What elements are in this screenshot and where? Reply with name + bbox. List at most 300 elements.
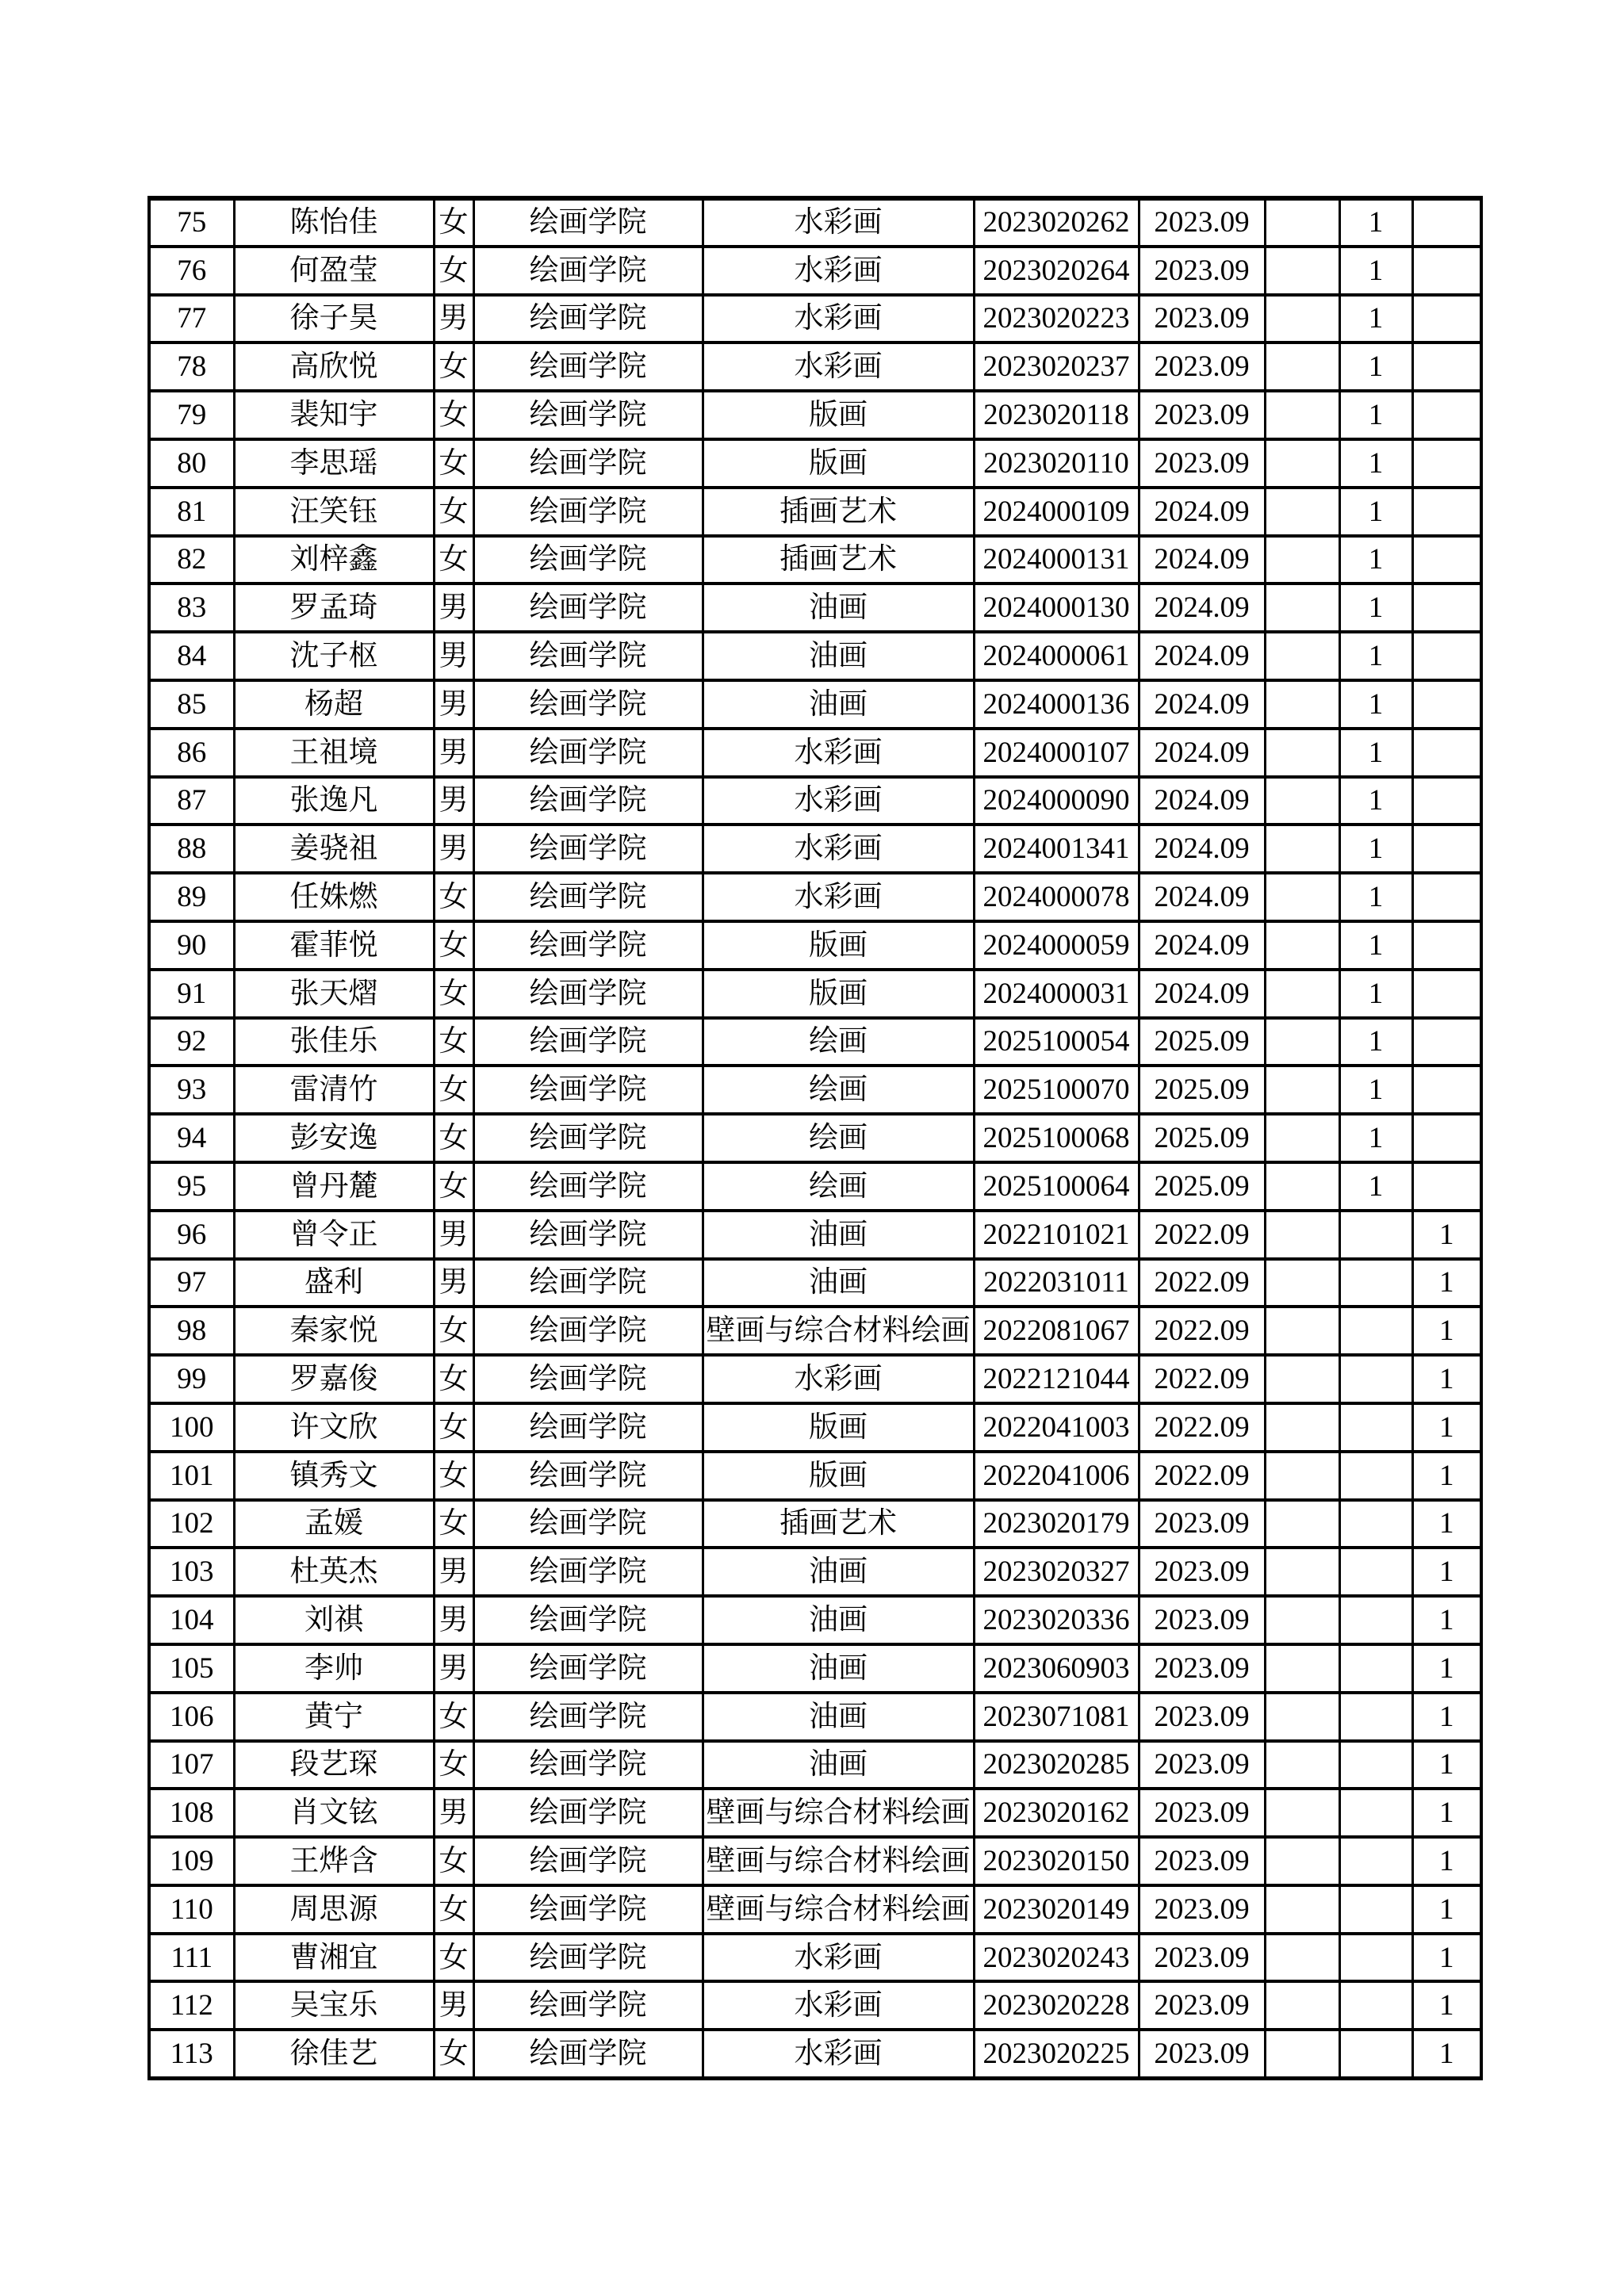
cell-major: 壁画与综合材料绘画	[703, 1885, 974, 1934]
cell-major: 油画	[703, 1259, 974, 1307]
cell-enroll_date: 2022.09	[1139, 1403, 1265, 1452]
cell-student_id: 2022031011	[974, 1259, 1139, 1307]
table-row	[149, 1837, 1481, 1885]
cell-index: 111	[149, 1934, 234, 1982]
cell-blank_1	[1265, 1452, 1339, 1500]
cell-gender: 女	[434, 1066, 473, 1114]
cell-count_a: 1	[1339, 1162, 1412, 1211]
cell-count_b	[1412, 536, 1481, 584]
cell-name: 肖文铉	[234, 1789, 434, 1837]
cell-student_id: 2023020118	[974, 391, 1139, 439]
table-row	[149, 1452, 1481, 1500]
cell-student_id: 2025100070	[974, 1066, 1139, 1114]
cell-gender: 女	[434, 1741, 473, 1789]
table-row	[149, 2030, 1481, 2078]
cell-gender: 女	[434, 1018, 473, 1066]
cell-enroll_date: 2024.09	[1139, 729, 1265, 777]
table-row	[149, 1066, 1481, 1114]
cell-gender: 男	[434, 777, 473, 825]
cell-enroll_date: 2023.09	[1139, 1789, 1265, 1837]
cell-major: 油画	[703, 632, 974, 680]
cell-blank_1	[1265, 1741, 1339, 1789]
cell-major: 版画	[703, 391, 974, 439]
cell-major: 版画	[703, 1403, 974, 1452]
cell-major: 水彩画	[703, 1934, 974, 1982]
cell-index: 105	[149, 1644, 234, 1693]
cell-gender: 男	[434, 729, 473, 777]
cell-blank_1	[1265, 680, 1339, 729]
cell-count_a: 1	[1339, 584, 1412, 632]
cell-gender: 男	[434, 1644, 473, 1693]
cell-count_b: 1	[1412, 1934, 1481, 1982]
cell-student_id: 2024000061	[974, 632, 1139, 680]
cell-count_b	[1412, 295, 1481, 343]
cell-student_id: 2023071081	[974, 1693, 1139, 1741]
cell-gender: 男	[434, 680, 473, 729]
cell-gender: 女	[434, 1885, 473, 1934]
cell-college: 绘画学院	[473, 1548, 703, 1596]
cell-count_a: 1	[1339, 680, 1412, 729]
cell-index: 89	[149, 873, 234, 921]
cell-enroll_date: 2022.09	[1139, 1452, 1265, 1500]
cell-enroll_date: 2023.09	[1139, 1693, 1265, 1741]
cell-major: 水彩画	[703, 777, 974, 825]
cell-student_id: 2023020336	[974, 1596, 1139, 1644]
cell-count_a: 1	[1339, 729, 1412, 777]
cell-enroll_date: 2023.09	[1139, 1837, 1265, 1885]
cell-gender: 男	[434, 1981, 473, 2030]
cell-gender: 男	[434, 295, 473, 343]
cell-gender: 女	[434, 1307, 473, 1355]
cell-college: 绘画学院	[473, 1452, 703, 1500]
cell-gender: 女	[434, 536, 473, 584]
table-row	[149, 1644, 1481, 1693]
roster-body	[149, 198, 1481, 2078]
table-row	[149, 632, 1481, 680]
cell-count_b: 1	[1412, 1981, 1481, 2030]
cell-student_id: 2024000109	[974, 488, 1139, 536]
cell-blank_1	[1265, 777, 1339, 825]
cell-name: 罗嘉俊	[234, 1355, 434, 1403]
cell-college: 绘画学院	[473, 970, 703, 1018]
cell-enroll_date: 2024.09	[1139, 873, 1265, 921]
cell-college: 绘画学院	[473, 536, 703, 584]
cell-major: 壁画与综合材料绘画	[703, 1837, 974, 1885]
table-row	[149, 1018, 1481, 1066]
table-row	[149, 1596, 1481, 1644]
cell-index: 102	[149, 1500, 234, 1548]
table-row	[149, 295, 1481, 343]
cell-blank_1	[1265, 1596, 1339, 1644]
cell-count_b	[1412, 680, 1481, 729]
cell-gender: 男	[434, 1211, 473, 1259]
cell-student_id: 2023020149	[974, 1885, 1139, 1934]
cell-college: 绘画学院	[473, 1693, 703, 1741]
cell-count_a: 1	[1339, 777, 1412, 825]
cell-blank_1	[1265, 1355, 1339, 1403]
cell-college: 绘画学院	[473, 391, 703, 439]
cell-index: 93	[149, 1066, 234, 1114]
cell-name: 曾令正	[234, 1211, 434, 1259]
cell-index: 90	[149, 921, 234, 970]
cell-gender: 男	[434, 825, 473, 873]
cell-major: 版画	[703, 921, 974, 970]
cell-college: 绘画学院	[473, 1403, 703, 1452]
cell-blank_1	[1265, 391, 1339, 439]
cell-college: 绘画学院	[473, 1355, 703, 1403]
cell-enroll_date: 2023.09	[1139, 1548, 1265, 1596]
cell-count_b	[1412, 1162, 1481, 1211]
cell-gender: 女	[434, 1355, 473, 1403]
cell-gender: 女	[434, 2030, 473, 2078]
cell-name: 周思源	[234, 1885, 434, 1934]
cell-major: 版画	[703, 970, 974, 1018]
cell-count_a	[1339, 1355, 1412, 1403]
cell-major: 油画	[703, 1211, 974, 1259]
cell-blank_1	[1265, 1837, 1339, 1885]
cell-college: 绘画学院	[473, 1211, 703, 1259]
cell-index: 113	[149, 2030, 234, 2078]
cell-enroll_date: 2023.09	[1139, 1596, 1265, 1644]
cell-count_a: 1	[1339, 1114, 1412, 1162]
cell-name: 张逸凡	[234, 777, 434, 825]
cell-enroll_date: 2024.09	[1139, 970, 1265, 1018]
cell-index: 87	[149, 777, 234, 825]
table-row	[149, 873, 1481, 921]
cell-count_b	[1412, 342, 1481, 391]
cell-college: 绘画学院	[473, 1885, 703, 1934]
cell-student_id: 2023020327	[974, 1548, 1139, 1596]
cell-student_id: 2023020262	[974, 198, 1139, 247]
cell-count_b: 1	[1412, 1837, 1481, 1885]
cell-student_id: 2023020225	[974, 2030, 1139, 2078]
cell-major: 版画	[703, 439, 974, 488]
cell-college: 绘画学院	[473, 825, 703, 873]
cell-gender: 女	[434, 970, 473, 1018]
cell-blank_1	[1265, 1644, 1339, 1693]
cell-enroll_date: 2023.09	[1139, 1981, 1265, 2030]
cell-count_b	[1412, 1114, 1481, 1162]
cell-name: 刘祺	[234, 1596, 434, 1644]
table-row	[149, 1114, 1481, 1162]
table-row	[149, 1548, 1481, 1596]
cell-name: 王祖境	[234, 729, 434, 777]
table-row	[149, 198, 1481, 247]
cell-college: 绘画学院	[473, 584, 703, 632]
cell-index: 86	[149, 729, 234, 777]
cell-major: 水彩画	[703, 295, 974, 343]
cell-count_a: 1	[1339, 921, 1412, 970]
cell-college: 绘画学院	[473, 1837, 703, 1885]
cell-name: 姜骁祖	[234, 825, 434, 873]
cell-student_id: 2024000131	[974, 536, 1139, 584]
cell-count_b: 1	[1412, 1885, 1481, 1934]
cell-major: 水彩画	[703, 1981, 974, 2030]
cell-enroll_date: 2023.09	[1139, 1885, 1265, 1934]
cell-count_a	[1339, 1452, 1412, 1500]
cell-student_id: 2024001341	[974, 825, 1139, 873]
cell-name: 雷清竹	[234, 1066, 434, 1114]
cell-blank_1	[1265, 198, 1339, 247]
table-row	[149, 1259, 1481, 1307]
cell-major: 水彩画	[703, 825, 974, 873]
cell-index: 91	[149, 970, 234, 1018]
cell-student_id: 2025100068	[974, 1114, 1139, 1162]
cell-major: 油画	[703, 1548, 974, 1596]
cell-blank_1	[1265, 970, 1339, 1018]
cell-index: 97	[149, 1259, 234, 1307]
cell-college: 绘画学院	[473, 680, 703, 729]
cell-gender: 女	[434, 342, 473, 391]
cell-count_a	[1339, 1644, 1412, 1693]
cell-name: 孟媛	[234, 1500, 434, 1548]
cell-count_b	[1412, 584, 1481, 632]
cell-gender: 女	[434, 439, 473, 488]
cell-student_id: 2023060903	[974, 1644, 1139, 1693]
cell-name: 沈子枢	[234, 632, 434, 680]
cell-gender: 男	[434, 1259, 473, 1307]
cell-count_a	[1339, 1741, 1412, 1789]
cell-college: 绘画学院	[473, 1066, 703, 1114]
table-row	[149, 1981, 1481, 2030]
cell-blank_1	[1265, 488, 1339, 536]
table-row	[149, 729, 1481, 777]
table-row	[149, 439, 1481, 488]
cell-student_id: 2023020243	[974, 1934, 1139, 1982]
table-row	[149, 391, 1481, 439]
cell-blank_1	[1265, 825, 1339, 873]
cell-count_a	[1339, 1789, 1412, 1837]
cell-enroll_date: 2024.09	[1139, 536, 1265, 584]
cell-college: 绘画学院	[473, 632, 703, 680]
cell-count_b: 1	[1412, 1596, 1481, 1644]
cell-college: 绘画学院	[473, 1259, 703, 1307]
cell-student_id: 2023020179	[974, 1500, 1139, 1548]
cell-index: 84	[149, 632, 234, 680]
table-row	[149, 488, 1481, 536]
cell-count_a	[1339, 1981, 1412, 2030]
cell-count_a: 1	[1339, 342, 1412, 391]
cell-name: 何盈莹	[234, 247, 434, 295]
cell-gender: 女	[434, 1500, 473, 1548]
cell-index: 77	[149, 295, 234, 343]
student-roster-table	[147, 196, 1483, 2080]
cell-enroll_date: 2023.09	[1139, 1500, 1265, 1548]
table-row	[149, 1934, 1481, 1982]
cell-gender: 女	[434, 247, 473, 295]
cell-count_b	[1412, 488, 1481, 536]
cell-index: 112	[149, 1981, 234, 2030]
cell-blank_1	[1265, 1403, 1339, 1452]
cell-major: 油画	[703, 584, 974, 632]
cell-blank_1	[1265, 729, 1339, 777]
cell-count_a: 1	[1339, 1066, 1412, 1114]
cell-student_id: 2023020285	[974, 1741, 1139, 1789]
cell-blank_1	[1265, 1018, 1339, 1066]
cell-name: 高欣悦	[234, 342, 434, 391]
cell-college: 绘画学院	[473, 1018, 703, 1066]
cell-enroll_date: 2024.09	[1139, 488, 1265, 536]
cell-student_id: 2024000107	[974, 729, 1139, 777]
cell-gender: 女	[434, 1934, 473, 1982]
cell-count_b	[1412, 1018, 1481, 1066]
cell-gender: 女	[434, 488, 473, 536]
cell-college: 绘画学院	[473, 488, 703, 536]
cell-student_id: 2024000059	[974, 921, 1139, 970]
cell-index: 96	[149, 1211, 234, 1259]
cell-name: 王烨含	[234, 1837, 434, 1885]
cell-enroll_date: 2022.09	[1139, 1211, 1265, 1259]
cell-count_b	[1412, 970, 1481, 1018]
cell-index: 83	[149, 584, 234, 632]
cell-index: 107	[149, 1741, 234, 1789]
table-row	[149, 247, 1481, 295]
cell-gender: 女	[434, 873, 473, 921]
cell-major: 水彩画	[703, 247, 974, 295]
cell-count_a	[1339, 1596, 1412, 1644]
cell-college: 绘画学院	[473, 777, 703, 825]
cell-blank_1	[1265, 1500, 1339, 1548]
cell-student_id: 2022121044	[974, 1355, 1139, 1403]
cell-blank_1	[1265, 1934, 1339, 1982]
cell-index: 106	[149, 1693, 234, 1741]
cell-index: 99	[149, 1355, 234, 1403]
cell-index: 101	[149, 1452, 234, 1500]
cell-count_a: 1	[1339, 198, 1412, 247]
cell-index: 104	[149, 1596, 234, 1644]
cell-blank_1	[1265, 1693, 1339, 1741]
cell-enroll_date: 2024.09	[1139, 777, 1265, 825]
cell-enroll_date: 2022.09	[1139, 1307, 1265, 1355]
cell-college: 绘画学院	[473, 1596, 703, 1644]
cell-college: 绘画学院	[473, 439, 703, 488]
cell-index: 79	[149, 391, 234, 439]
cell-count_a	[1339, 1548, 1412, 1596]
cell-college: 绘画学院	[473, 1114, 703, 1162]
cell-count_a	[1339, 1403, 1412, 1452]
cell-enroll_date: 2023.09	[1139, 198, 1265, 247]
cell-count_b: 1	[1412, 1211, 1481, 1259]
cell-college: 绘画学院	[473, 295, 703, 343]
cell-index: 103	[149, 1548, 234, 1596]
cell-major: 绘画	[703, 1066, 974, 1114]
cell-student_id: 2023020264	[974, 247, 1139, 295]
cell-student_id: 2024000090	[974, 777, 1139, 825]
cell-count_b: 1	[1412, 1403, 1481, 1452]
table-row	[149, 1355, 1481, 1403]
cell-count_a	[1339, 1211, 1412, 1259]
cell-count_b: 1	[1412, 1259, 1481, 1307]
cell-enroll_date: 2022.09	[1139, 1259, 1265, 1307]
cell-college: 绘画学院	[473, 873, 703, 921]
cell-major: 插画艺术	[703, 536, 974, 584]
cell-count_b: 1	[1412, 1693, 1481, 1741]
cell-major: 油画	[703, 1644, 974, 1693]
cell-count_a	[1339, 2030, 1412, 2078]
cell-enroll_date: 2023.09	[1139, 1741, 1265, 1789]
table-row	[149, 777, 1481, 825]
cell-name: 张佳乐	[234, 1018, 434, 1066]
cell-gender: 女	[434, 1693, 473, 1741]
cell-count_a: 1	[1339, 873, 1412, 921]
cell-gender: 女	[434, 1114, 473, 1162]
cell-index: 98	[149, 1307, 234, 1355]
cell-count_b	[1412, 391, 1481, 439]
cell-count_b: 1	[1412, 1307, 1481, 1355]
cell-major: 绘画	[703, 1018, 974, 1066]
cell-name: 曹湘宜	[234, 1934, 434, 1982]
table-row	[149, 1885, 1481, 1934]
cell-major: 壁画与综合材料绘画	[703, 1307, 974, 1355]
cell-major: 版画	[703, 1452, 974, 1500]
cell-count_b: 1	[1412, 1500, 1481, 1548]
cell-blank_1	[1265, 247, 1339, 295]
cell-index: 109	[149, 1837, 234, 1885]
cell-student_id: 2024000078	[974, 873, 1139, 921]
cell-count_a	[1339, 1934, 1412, 1982]
cell-count_b: 1	[1412, 1452, 1481, 1500]
cell-index: 110	[149, 1885, 234, 1934]
cell-name: 镇秀文	[234, 1452, 434, 1500]
cell-count_b	[1412, 1066, 1481, 1114]
cell-count_a	[1339, 1693, 1412, 1741]
table-row	[149, 342, 1481, 391]
cell-count_a: 1	[1339, 632, 1412, 680]
cell-count_b	[1412, 632, 1481, 680]
table-row	[149, 536, 1481, 584]
cell-enroll_date: 2023.09	[1139, 295, 1265, 343]
cell-name: 李帅	[234, 1644, 434, 1693]
cell-index: 88	[149, 825, 234, 873]
cell-count_b	[1412, 729, 1481, 777]
cell-gender: 男	[434, 584, 473, 632]
cell-college: 绘画学院	[473, 921, 703, 970]
cell-student_id: 2023020223	[974, 295, 1139, 343]
cell-enroll_date: 2025.09	[1139, 1066, 1265, 1114]
table-row	[149, 1403, 1481, 1452]
cell-student_id: 2024000031	[974, 970, 1139, 1018]
cell-blank_1	[1265, 1114, 1339, 1162]
cell-student_id: 2024000136	[974, 680, 1139, 729]
cell-enroll_date: 2025.09	[1139, 1018, 1265, 1066]
cell-blank_1	[1265, 1789, 1339, 1837]
cell-college: 绘画学院	[473, 729, 703, 777]
cell-index: 76	[149, 247, 234, 295]
cell-count_b	[1412, 873, 1481, 921]
cell-student_id: 2022081067	[974, 1307, 1139, 1355]
cell-student_id: 2022041003	[974, 1403, 1139, 1452]
cell-count_b: 1	[1412, 1741, 1481, 1789]
cell-student_id: 2025100064	[974, 1162, 1139, 1211]
cell-college: 绘画学院	[473, 1789, 703, 1837]
cell-gender: 女	[434, 198, 473, 247]
cell-gender: 女	[434, 1837, 473, 1885]
cell-blank_1	[1265, 1259, 1339, 1307]
cell-major: 油画	[703, 1693, 974, 1741]
cell-count_a: 1	[1339, 247, 1412, 295]
table-row	[149, 1789, 1481, 1837]
cell-count_b: 1	[1412, 1789, 1481, 1837]
cell-gender: 女	[434, 1452, 473, 1500]
cell-count_b	[1412, 198, 1481, 247]
table-row	[149, 1162, 1481, 1211]
cell-enroll_date: 2024.09	[1139, 632, 1265, 680]
cell-index: 95	[149, 1162, 234, 1211]
cell-enroll_date: 2023.09	[1139, 1644, 1265, 1693]
cell-count_a: 1	[1339, 1018, 1412, 1066]
cell-college: 绘画学院	[473, 1162, 703, 1211]
table-row	[149, 680, 1481, 729]
